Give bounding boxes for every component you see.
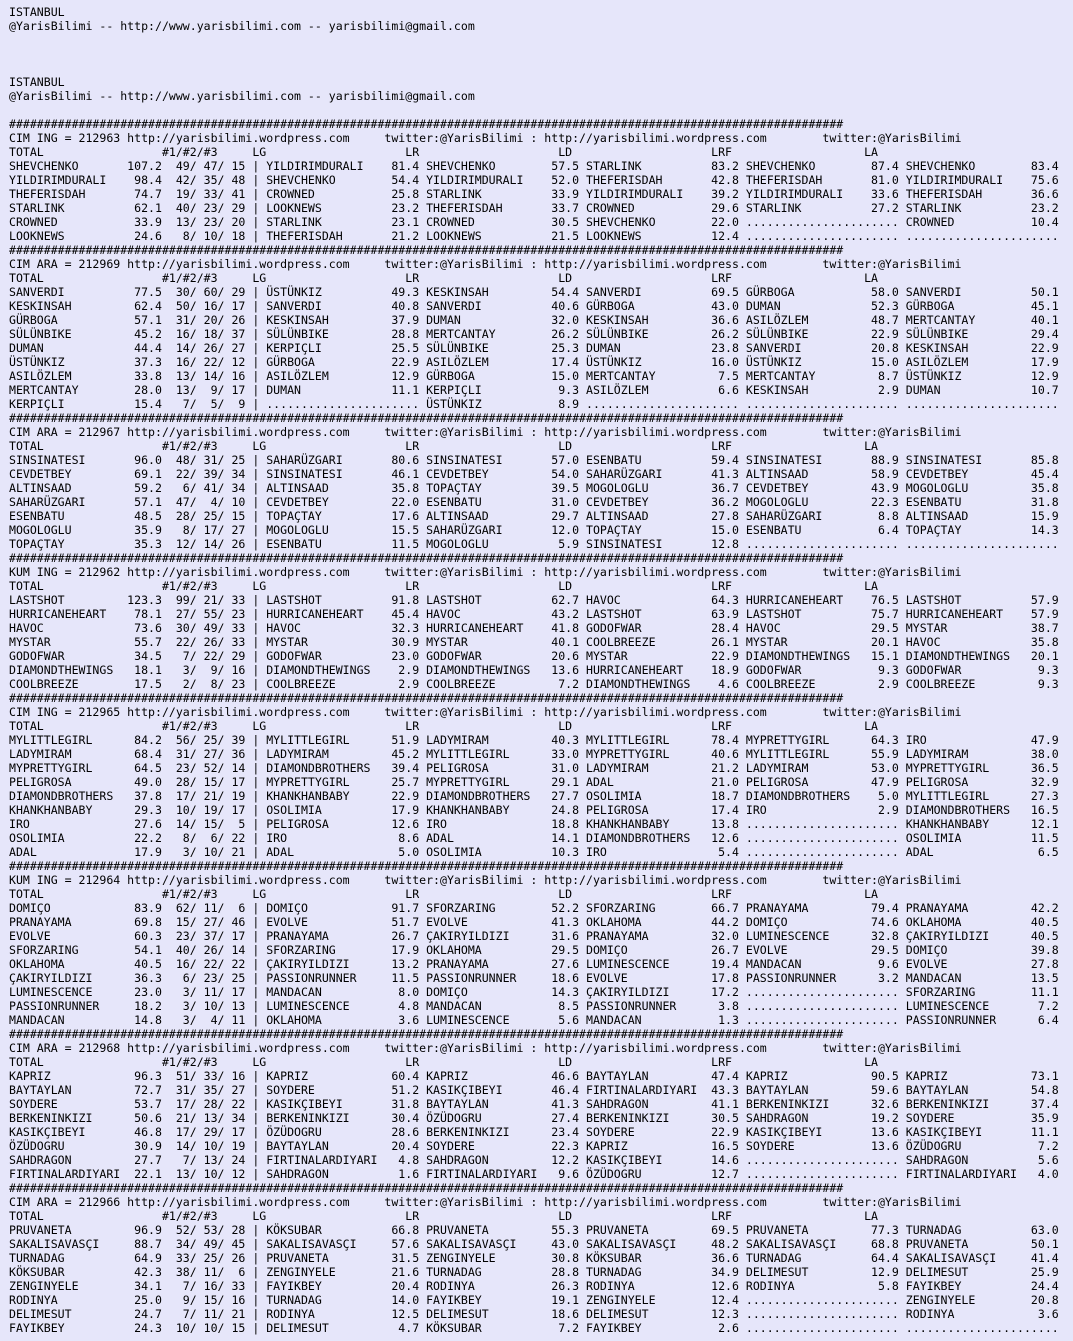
table-row: PRUVANETA 96.9 52/ 53/ 28 | KÖKSUBAR 66.8 PRUVANETA 55.3 PRUVANETA 69.5 PRUVANETA 77.3 TURNADAG 63.0 [9,1223,1059,1237]
header-contact: @YarisBilimi -- http://www.yarisbilimi.com -- yarisbilimi@gmail.com [9,19,475,33]
header-city: ISTANBUL [9,75,65,89]
table-row: MYSTAR 55.7 22/ 26/ 33 | MYSTAR 30.9 MYSTAR 40.1 COOLBREEZE 26.1 MYSTAR 20.1 HAVOC 35.8 [9,635,1059,649]
race-title-line: CIM ARA = 212968 http://yarisbilimi.wordpress.com twitter:@YarisBilimi : http://yarisbilimi.wordpress.com twitter:@YarisBilimi [9,1041,962,1055]
table-row: KHANKHANBABY 29.3 10/ 19/ 17 | OSOLIMIA 17.9 KHANKHANBABY 24.8 PELIGROSA 17.4 IRO 2.9 DIAMONDBROTHERS 16.5 [9,803,1059,817]
table-row: BERKENINKIZI 50.6 21/ 13/ 34 | BERKENINKIZI 30.4 ÖZÜDOGRU 27.4 BERKENINKIZI 30.5 SAHDRAGON 19.2 SOYDERE 35.9 [9,1111,1059,1125]
table-row: SOYDERE 53.7 17/ 28/ 22 | KASIKÇIBEYI 31.8 BAYTAYLAN 41.3 SAHDRAGON 41.1 BERKENINKIZI 32.6 BERKENINKIZI 37.4 [9,1097,1059,1111]
table-row: ÖZÜDOGRU 30.9 14/ 10/ 19 | BAYTAYLAN 20.4 SOYDERE 22.3 KAPRIZ 16.5 SOYDERE 13.6 ÖZÜDOGRU 7.2 [9,1139,1059,1153]
table-row: MYLITTLEGIRL 84.2 56/ 25/ 39 | MYLITTLEGIRL 51.9 LADYMIRAM 40.3 MYLITTLEGIRL 78.4 MYPRETTYGIRL 64.3 IRO 47.9 [9,733,1059,747]
table-row: SAKALISAVASÇI 88.7 34/ 49/ 45 | SAKALISAVASÇI 57.6 SAKALISAVASÇI 43.0 SAKALISAVASÇI 48.2 SAKALISAVASÇI 68.8 PRUVANETA 50.1 [9,1237,1059,1251]
column-header-line: TOTAL #1/#2/#3 LG LR LD LRF LA [9,439,878,453]
table-row: KASIKÇIBEYI 46.8 17/ 29/ 17 | ÖZÜDOGRU 28.6 BERKENINKIZI 23.4 SOYDERE 22.9 KASIKÇIBEYI 13.6 KASIKÇIBEYI 11.1 [9,1125,1059,1139]
table-row: LUMINESCENCE 23.0 3/ 11/ 17 | MANDACAN 8.0 DOMIÇO 14.3 ÇAKIRYILDIZI 17.2 ...................... SFORZARING 11.1 [9,985,1059,999]
table-row: TOPAÇTAY 35.3 12/ 14/ 26 | ESENBATU 11.5 MOGOLOGLU 5.9 SINSINATESI 12.8 ...................... ...................... [9,537,1059,551]
table-row: ZENGINYELE 34.1 7/ 16/ 33 | FAYIKBEY 20.4 RODINYA 26.3 RODINYA 12.6 RODINYA 5.8 FAYIKBEY 24.4 [9,1279,1059,1293]
table-row: HURRICANEHEART 78.1 27/ 55/ 23 | HURRICANEHEART 45.4 HAVOC 43.2 LASTSHOT 63.9 LASTSHOT 75.7 HURRICANEHEART 57.9 [9,607,1059,621]
section-separator: ######################################################################################################################## [9,411,844,425]
table-row: CROWNED 33.9 13/ 23/ 20 | STARLINK 23.1 CROWNED 30.5 SHEVCHENKO 22.0 ...................... CROWNED 10.4 [9,215,1059,229]
race-title-line: CIM ARA = 212969 http://yarisbilimi.wordpress.com twitter:@YarisBilimi : http://yarisbilimi.wordpress.com twitter:@YarisBilimi [9,257,962,271]
column-header-line: TOTAL #1/#2/#3 LG LR LD LRF LA [9,1209,878,1223]
table-row: DIAMONDBROTHERS 37.8 17/ 21/ 19 | KHANKHANBABY 22.9 DIAMONDBROTHERS 27.7 OSOLIMIA 18.7 DIAMONDBROTHERS 5.0 MYLITTLEGIRL 27.3 [9,789,1059,803]
table-row: TURNADAG 64.9 33/ 25/ 26 | PRUVANETA 31.5 ZENGINYELE 30.8 KÖKSUBAR 36.6 TURNADAG 64.4 SAKALISAVASÇI 41.4 [9,1251,1059,1265]
table-row: DIAMONDTHEWINGS 18.1 3/ 9/ 16 | DIAMONDTHEWINGS 2.9 DIAMONDTHEWINGS 13.6 HURRICANEHEART 18.9 GODOFWAR 9.3 GODOFWAR 9.3 [9,663,1059,677]
race-title-line: CIM ARA = 212966 http://yarisbilimi.wordpress.com twitter:@YarisBilimi : http://yarisbilimi.wordpress.com twitter:@YarisBilimi [9,1195,962,1209]
column-header-line: TOTAL #1/#2/#3 LG LR LD LRF LA [9,887,878,901]
table-row: ÇAKIRYILDIZI 36.3 6/ 23/ 25 | PASSIONRUNNER 11.5 PASSIONRUNNER 18.6 EVOLVE 17.8 PASSIONRUNNER 3.2 MANDACAN 13.5 [9,971,1059,985]
section-separator: ######################################################################################################################## [9,1027,844,1041]
column-header-line: TOTAL #1/#2/#3 LG LR LD LRF LA [9,1055,878,1069]
table-row: OSOLIMIA 22.2 8/ 6/ 22 | IRO 8.6 ADAL 14.1 DIAMONDBROTHERS 12.6 ...................... OSOLIMIA 11.5 [9,831,1059,845]
blank-line [9,47,1073,61]
table-row: IRO 27.6 14/ 15/ 5 | PELIGROSA 12.6 IRO 18.8 KHANKHANBABY 13.8 ...................... KHANKHANBABY 12.1 [9,817,1059,831]
table-row: LASTSHOT 123.3 99/ 21/ 33 | LASTSHOT 91.8 LASTSHOT 62.7 HAVOC 64.3 HURRICANEHEART 76.5 LASTSHOT 57.9 [9,593,1059,607]
table-row: SAHDRAGON 27.7 7/ 13/ 24 | FIRTINALARDIYARI 4.8 SAHDRAGON 12.2 KASIKÇIBEYI 14.6 ...................... SAHDRAGON 5.6 [9,1153,1059,1167]
table-row: ADAL 17.9 3/ 10/ 21 | ADAL 5.0 OSOLIMIA 10.3 IRO 5.4 ...................... ADAL 6.5 [9,845,1059,859]
table-row: ASILÖZLEM 33.8 13/ 14/ 16 | ASILÖZLEM 12.9 GÜRBOGA 15.0 MERTCANTAY 7.5 MERTCANTAY 8.7 ÜSTÜNKIZ 12.9 [9,369,1059,383]
section-separator: ######################################################################################################################## [9,551,844,565]
table-row: ALTINSAAD 59.2 6/ 41/ 34 | ALTINSAAD 35.8 TOPAÇTAY 39.5 MOGOLOGLU 36.7 CEVDETBEY 43.9 MOGOLOGLU 35.8 [9,481,1059,495]
blank-line [9,33,1073,47]
column-header-line: TOTAL #1/#2/#3 LG LR LD LRF LA [9,579,878,593]
table-row: THEFERISDAH 74.7 19/ 33/ 41 | CROWNED 25.8 STARLINK 33.9 YILDIRIMDURALI 39.2 YILDIRIMDURALI 33.6 THEFERISDAH 36.6 [9,187,1059,201]
column-header-line: TOTAL #1/#2/#3 LG LR LD LRF LA [9,271,878,285]
table-row: RODINYA 25.0 9/ 15/ 16 | TURNADAG 14.0 FAYIKBEY 19.1 ZENGINYELE 12.4 ...................... ZENGINYELE 20.8 [9,1293,1059,1307]
table-row: STARLINK 62.1 40/ 23/ 29 | LOOKNEWS 23.2 THEFERISDAH 33.7 CROWNED 29.6 STARLINK 27.2 STARLINK 23.2 [9,201,1059,215]
header-contact: @YarisBilimi -- http://www.yarisbilimi.com -- yarisbilimi@gmail.com [9,89,475,103]
table-row: PELIGROSA 49.0 28/ 15/ 17 | MYPRETTYGIRL 25.7 MYPRETTYGIRL 29.1 ADAL 21.0 PELIGROSA 47.9 PELIGROSA 32.9 [9,775,1059,789]
table-row: LADYMIRAM 68.4 31/ 27/ 36 | LADYMIRAM 45.2 MYLITTLEGIRL 33.0 MYPRETTYGIRL 40.6 MYLITTLEGIRL 55.9 LADYMIRAM 38.0 [9,747,1059,761]
section-separator: ######################################################################################################################## [9,243,844,257]
table-row: LOOKNEWS 24.6 8/ 10/ 18 | THEFERISDAH 21.2 LOOKNEWS 21.5 LOOKNEWS 12.4 ...................... ...................... [9,229,1059,243]
table-row: KESKINSAH 62.4 50/ 16/ 17 | SANVERDI 40.8 SANVERDI 40.6 GÜRBOGA 43.0 DUMAN 52.3 GÜRBOGA 45.1 [9,299,1059,313]
table-row: EVOLVE 60.3 23/ 37/ 17 | PRANAYAMA 26.7 ÇAKIRYILDIZI 31.6 PRANAYAMA 32.0 LUMINESCENCE 32.8 ÇAKIRYILDIZI 40.5 [9,929,1059,943]
table-row: ÜSTÜNKIZ 37.3 16/ 22/ 12 | GÜRBOGA 22.9 ASILÖZLEM 17.4 ÜSTÜNKIZ 16.0 ÜSTÜNKIZ 15.0 ASILÖZLEM 17.9 [9,355,1059,369]
table-row: DELIMESUT 24.7 7/ 11/ 21 | RODINYA 12.5 DELIMESUT 18.6 DELIMESUT 12.3 ...................... RODINYA 3.6 [9,1307,1059,1321]
table-row: FAYIKBEY 24.3 10/ 10/ 15 | DELIMESUT 4.7 KÖKSUBAR 7.2 FAYIKBEY 2.6 ...................... ...................... [9,1321,1059,1335]
table-row: HAVOC 73.6 30/ 49/ 33 | HAVOC 32.3 HURRICANEHEART 41.8 GODOFWAR 28.4 HAVOC 29.5 MYSTAR 38.7 [9,621,1059,635]
table-row: KAPRIZ 96.3 51/ 33/ 16 | KAPRIZ 60.4 KAPRIZ 46.6 BAYTAYLAN 47.4 KAPRIZ 90.5 KAPRIZ 73.1 [9,1069,1059,1083]
column-header-line: TOTAL #1/#2/#3 LG LR LD LRF LA [9,145,878,159]
table-row: MANDACAN 14.8 3/ 4/ 11 | OKLAHOMA 3.6 LUMINESCENCE 5.6 MANDACAN 1.3 ...................... PASSIONRUNNER 6.4 [9,1013,1059,1027]
table-row: KÖKSUBAR 42.3 38/ 11/ 6 | ZENGINYELE 21.6 TURNADAG 28.8 TURNADAG 34.9 DELIMESUT 12.9 DELIMESUT 25.9 [9,1265,1059,1279]
table-row: DUMAN 44.4 14/ 26/ 27 | KERPIÇLI 25.5 SÜLÜNBIKE 25.3 DUMAN 23.8 SANVERDI 20.8 KESKINSAH 22.9 [9,341,1059,355]
table-row: DOMIÇO 83.9 62/ 11/ 6 | DOMIÇO 91.7 SFORZARING 52.2 SFORZARING 66.7 PRANAYAMA 79.4 PRANAYAMA 42.2 [9,901,1059,915]
table-row: GÜRBOGA 57.1 31/ 20/ 26 | KESKINSAH 37.9 DUMAN 32.0 KESKINSAH 36.6 ASILÖZLEM 48.7 MERTCANTAY 40.1 [9,313,1059,327]
table-row: BAYTAYLAN 72.7 31/ 35/ 27 | SOYDERE 51.2 KASIKÇIBEYI 46.4 FIRTINALARDIYARI 43.3 BAYTAYLAN 59.6 BAYTAYLAN 54.8 [9,1083,1059,1097]
blank-line [9,103,1073,117]
table-row: CEVDETBEY 69.1 22/ 39/ 34 | SINSINATESI 46.1 CEVDETBEY 54.0 SAHARÜZGARI 41.3 ALTINSAAD 58.9 CEVDETBEY 45.4 [9,467,1059,481]
race-title-line: CIM ARA = 212967 http://yarisbilimi.wordpress.com twitter:@YarisBilimi : http://yarisbilimi.wordpress.com twitter:@YarisBilimi [9,425,962,439]
table-row: PASSIONRUNNER 18.2 3/ 10/ 13 | LUMINESCENCE 4.8 MANDACAN 8.5 PASSIONRUNNER 3.8 ...................... LUMINESCENCE 7.2 [9,999,1059,1013]
column-header-line: TOTAL #1/#2/#3 LG LR LD LRF LA [9,719,878,733]
table-row: GODOFWAR 34.5 7/ 22/ 29 | GODOFWAR 23.0 GODOFWAR 20.6 MYSTAR 22.9 DIAMONDTHEWINGS 15.1 DIAMONDTHEWINGS 20.1 [9,649,1059,663]
table-row: ESENBATU 48.5 28/ 25/ 15 | TOPAÇTAY 17.6 ALTINSAAD 29.7 ALTINSAAD 27.8 SAHARÜZGARI 8.8 ALTINSAAD 15.9 [9,509,1059,523]
table-row: SHEVCHENKO 107.2 49/ 47/ 15 | YILDIRIMDURALI 81.4 SHEVCHENKO 57.5 STARLINK 83.2 SHEVCHENKO 87.4 SHEVCHENKO 83.4 [9,159,1059,173]
blank-line [9,61,1073,75]
table-row: FIRTINALARDIYARI 22.1 13/ 10/ 12 | SAHDRAGON 1.6 FIRTINALARDIYARI 9.6 ÖZÜDOGRU 12.7 ...................... FIRTINALARDIYARI 4.0 [9,1167,1059,1181]
table-row: PRANAYAMA 69.8 15/ 27/ 46 | EVOLVE 51.7 EVOLVE 41.3 OKLAHOMA 44.2 DOMIÇO 74.6 OKLAHOMA 40.5 [9,915,1059,929]
table-row: SAHARÜZGARI 57.1 47/ 4/ 10 | CEVDETBEY 22.0 ESENBATU 31.0 CEVDETBEY 36.2 MOGOLOGLU 22.3 ESENBATU 31.8 [9,495,1059,509]
table-row: MYPRETTYGIRL 64.5 23/ 52/ 14 | DIAMONDBROTHERS 39.4 PELIGROSA 31.0 LADYMIRAM 21.2 LADYMIRAM 53.0 MYPRETTYGIRL 36.5 [9,761,1059,775]
table-row: SFORZARING 54.1 40/ 26/ 14 | SFORZARING 17.9 OKLAHOMA 29.5 DOMIÇO 26.7 EVOLVE 29.5 DOMIÇO 39.8 [9,943,1059,957]
race-sections [9,117,1073,1335]
table-row: MOGOLOGLU 35.9 8/ 17/ 27 | MOGOLOGLU 15.5 SAHARÜZGARI 12.0 TOPAÇTAY 15.0 ESENBATU 6.4 TOPAÇTAY 14.3 [9,523,1059,537]
table-row: KERPIÇLI 15.4 7/ 5/ 9 | ...................... ÜSTÜNKIZ 8.9 ...................... ...................... ...................... [9,397,1059,411]
table-row: SINSINATESI 96.0 48/ 31/ 25 | SAHARÜZGARI 80.6 SINSINATESI 57.0 ESENBATU 59.4 SINSINATESI 88.9 SINSINATESI 85.8 [9,453,1059,467]
table-row: COOLBREEZE 17.5 2/ 8/ 23 | COOLBREEZE 2.9 COOLBREEZE 7.2 DIAMONDTHEWINGS 4.6 COOLBREEZE 2.9 COOLBREEZE 9.3 [9,677,1059,691]
section-separator: ######################################################################################################################## [9,859,844,873]
section-separator: ######################################################################################################################## [9,1181,844,1195]
table-row: SÜLÜNBIKE 45.2 16/ 18/ 37 | SÜLÜNBIKE 28.8 MERTCANTAY 26.2 SÜLÜNBIKE 26.2 SÜLÜNBIKE 22.9 SÜLÜNBIKE 29.4 [9,327,1059,341]
table-row: YILDIRIMDURALI 98.4 42/ 35/ 48 | SHEVCHENKO 54.4 YILDIRIMDURALI 52.0 THEFERISDAH 42.8 THEFERISDAH 81.0 YILDIRIMDURALI 75.6 [9,173,1059,187]
race-title-line: KUM ING = 212964 http://yarisbilimi.wordpress.com twitter:@YarisBilimi : http://yarisbilimi.wordpress.com twitter:@YarisBilimi [9,873,962,887]
section-separator: ######################################################################################################################## [9,691,844,705]
table-row: MERTCANTAY 28.0 13/ 9/ 17 | DUMAN 11.1 KERPIÇLI 9.3 ASILÖZLEM 6.6 KESKINSAH 2.9 DUMAN 10.7 [9,383,1059,397]
table-row: SANVERDI 77.5 30/ 60/ 29 | ÜSTÜNKIZ 49.3 KESKINSAH 54.4 SANVERDI 69.5 GÜRBOGA 58.0 SANVERDI 50.1 [9,285,1059,299]
header-city: ISTANBUL [9,5,65,19]
race-title-line: CIM ING = 212963 http://yarisbilimi.wordpress.com twitter:@YarisBilimi : http://yarisbilimi.wordpress.com twitter:@YarisBilimi [9,131,962,145]
race-title-line: CIM ING = 212965 http://yarisbilimi.wordpress.com twitter:@YarisBilimi : http://yarisbilimi.wordpress.com twitter:@YarisBilimi [9,705,962,719]
table-row: OKLAHOMA 40.5 16/ 22/ 22 | ÇAKIRYILDIZI 13.2 PRANAYAMA 27.6 LUMINESCENCE 19.4 MANDACAN 9.6 EVOLVE 27.8 [9,957,1059,971]
section-separator: ######################################################################################################################## [9,117,844,131]
race-title-line: KUM ING = 212962 http://yarisbilimi.wordpress.com twitter:@YarisBilimi : http://yarisbilimi.wordpress.com twitter:@YarisBilimi [9,565,962,579]
